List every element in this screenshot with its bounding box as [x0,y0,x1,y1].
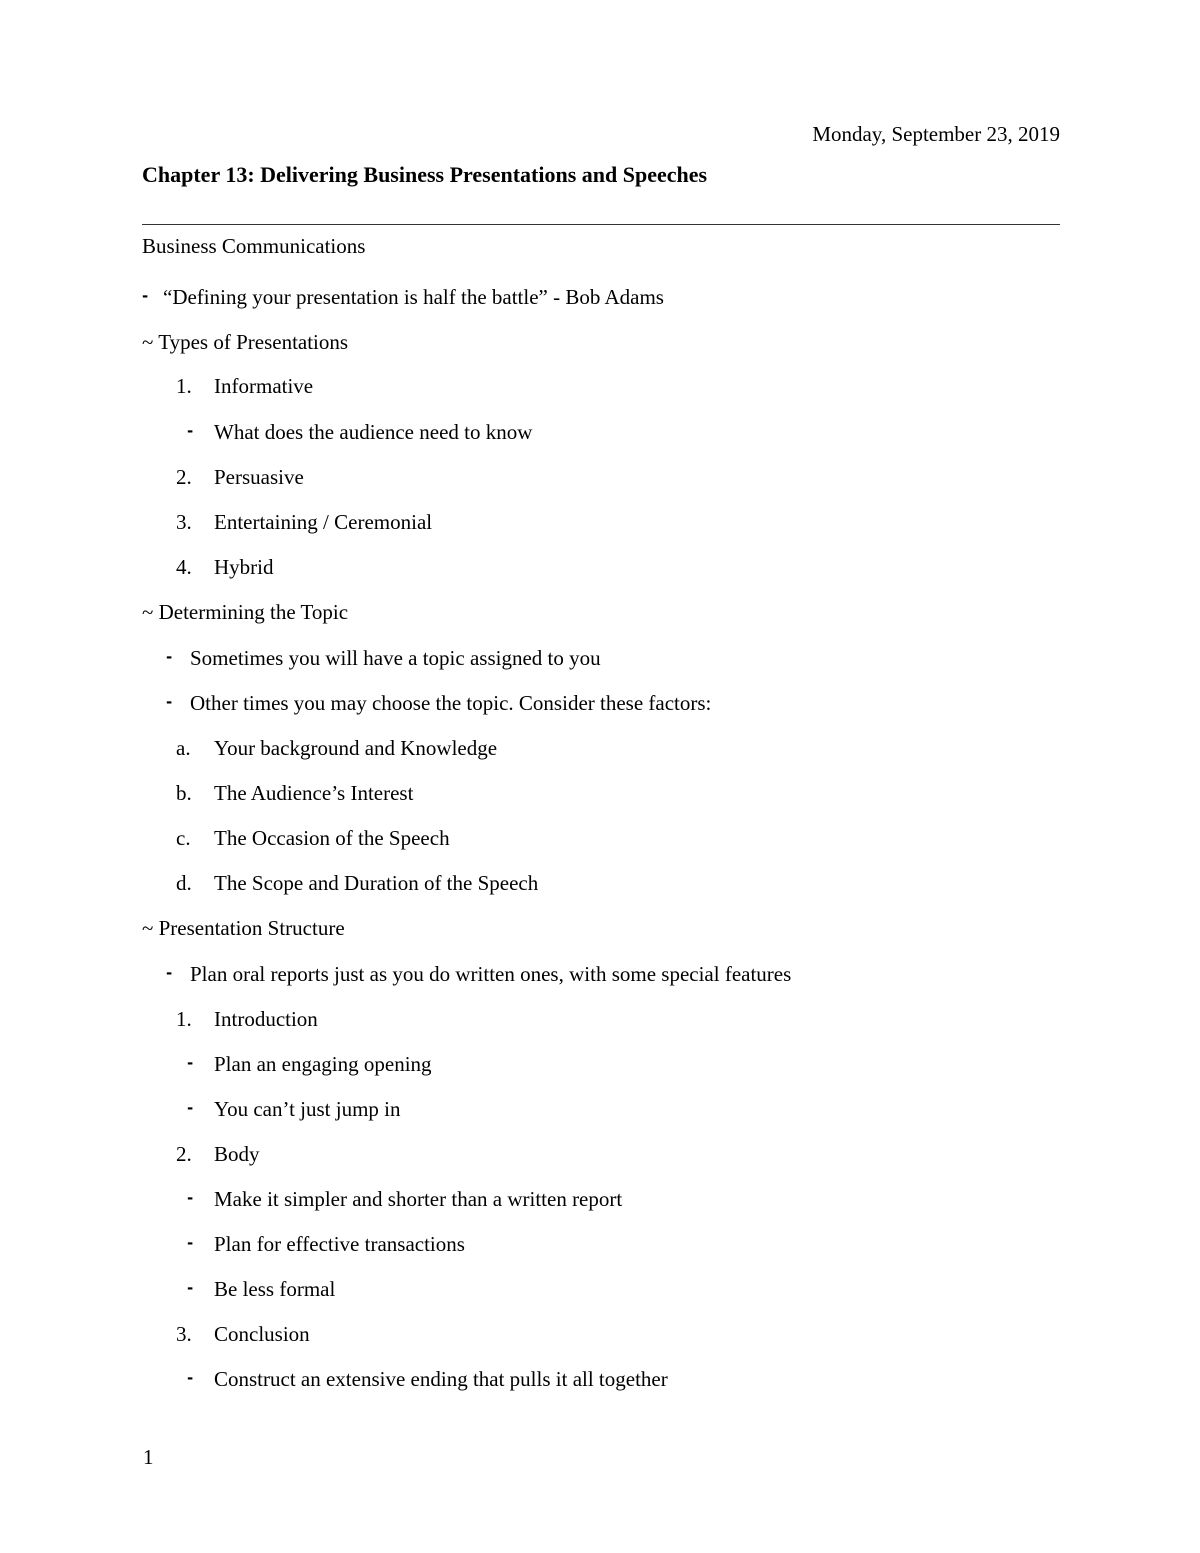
bullet-dash: - [166,693,173,711]
list-subitem: Plan for effective transactions [214,1232,465,1256]
list-item: Introduction [214,1007,318,1031]
list-subitem: Construct an extensive ending that pulls it all together [214,1367,668,1391]
bullet-dash: - [187,1234,194,1252]
list-marker: 4. [176,555,192,579]
bullet-dash: - [187,1369,194,1387]
bullet-dash: - [187,1054,194,1072]
list-item: Entertaining / Ceremonial [214,510,433,534]
bullet-dash: - [142,287,149,305]
list-item: Your background and Knowledge [214,736,498,760]
list-item: The Occasion of the Speech [214,826,450,850]
list-item: Hybrid [214,555,274,579]
list-subitem: What does the audience need to know [214,420,533,444]
bullet-dash: - [166,964,173,982]
list-subitem: Plan an engaging opening [214,1052,432,1076]
bullet-dash: - [187,1099,194,1117]
list-subitem: Sometimes you will have a topic assigned to you [190,646,601,670]
list-item: Informative [214,374,314,398]
list-item: The Scope and Duration of the Speech [214,871,539,895]
bullet-dash: - [187,1279,194,1297]
list-marker: 2. [176,1142,192,1166]
list-marker: 3. [176,510,192,534]
page-number: 1 [143,1445,154,1469]
list-marker: 2. [176,465,192,489]
list-subitem: You can’t just jump in [214,1097,401,1121]
list-subitem: Plan oral reports just as you do written ones, with some special features [190,962,792,986]
list-item: Persuasive [214,465,304,489]
title-divider [142,224,1060,225]
list-marker: 3. [176,1322,192,1346]
bullet-dash: - [187,1189,194,1207]
list-marker: a. [176,736,191,760]
list-marker: b. [176,781,192,805]
list-item: Conclusion [214,1322,310,1346]
list-item: Body [214,1142,260,1166]
document-date: Monday, September 23, 2019 [812,122,1060,146]
course-name: Business Communications [142,234,366,258]
chapter-title: Chapter 13: Delivering Business Presentations and Speeches [142,162,708,187]
list-subitem: Be less formal [214,1277,336,1301]
bullet-dash: - [166,648,173,666]
list-subitem: Make it simpler and shorter than a written report [214,1187,623,1211]
list-marker: d. [176,871,192,895]
quote-line: “Defining your presentation is half the battle” - Bob Adams [163,285,664,309]
section-heading-topic: ~ Determining the Topic [142,600,349,624]
list-item: The Audience’s Interest [214,781,414,805]
list-marker: 1. [176,1007,192,1031]
section-heading-types: ~ Types of Presentations [142,330,349,354]
bullet-dash: - [187,422,194,440]
section-heading-structure: ~ Presentation Structure [142,916,345,940]
list-subitem: Other times you may choose the topic. Consider these factors: [190,691,712,715]
list-marker: 1. [176,374,192,398]
list-marker: c. [176,826,191,850]
